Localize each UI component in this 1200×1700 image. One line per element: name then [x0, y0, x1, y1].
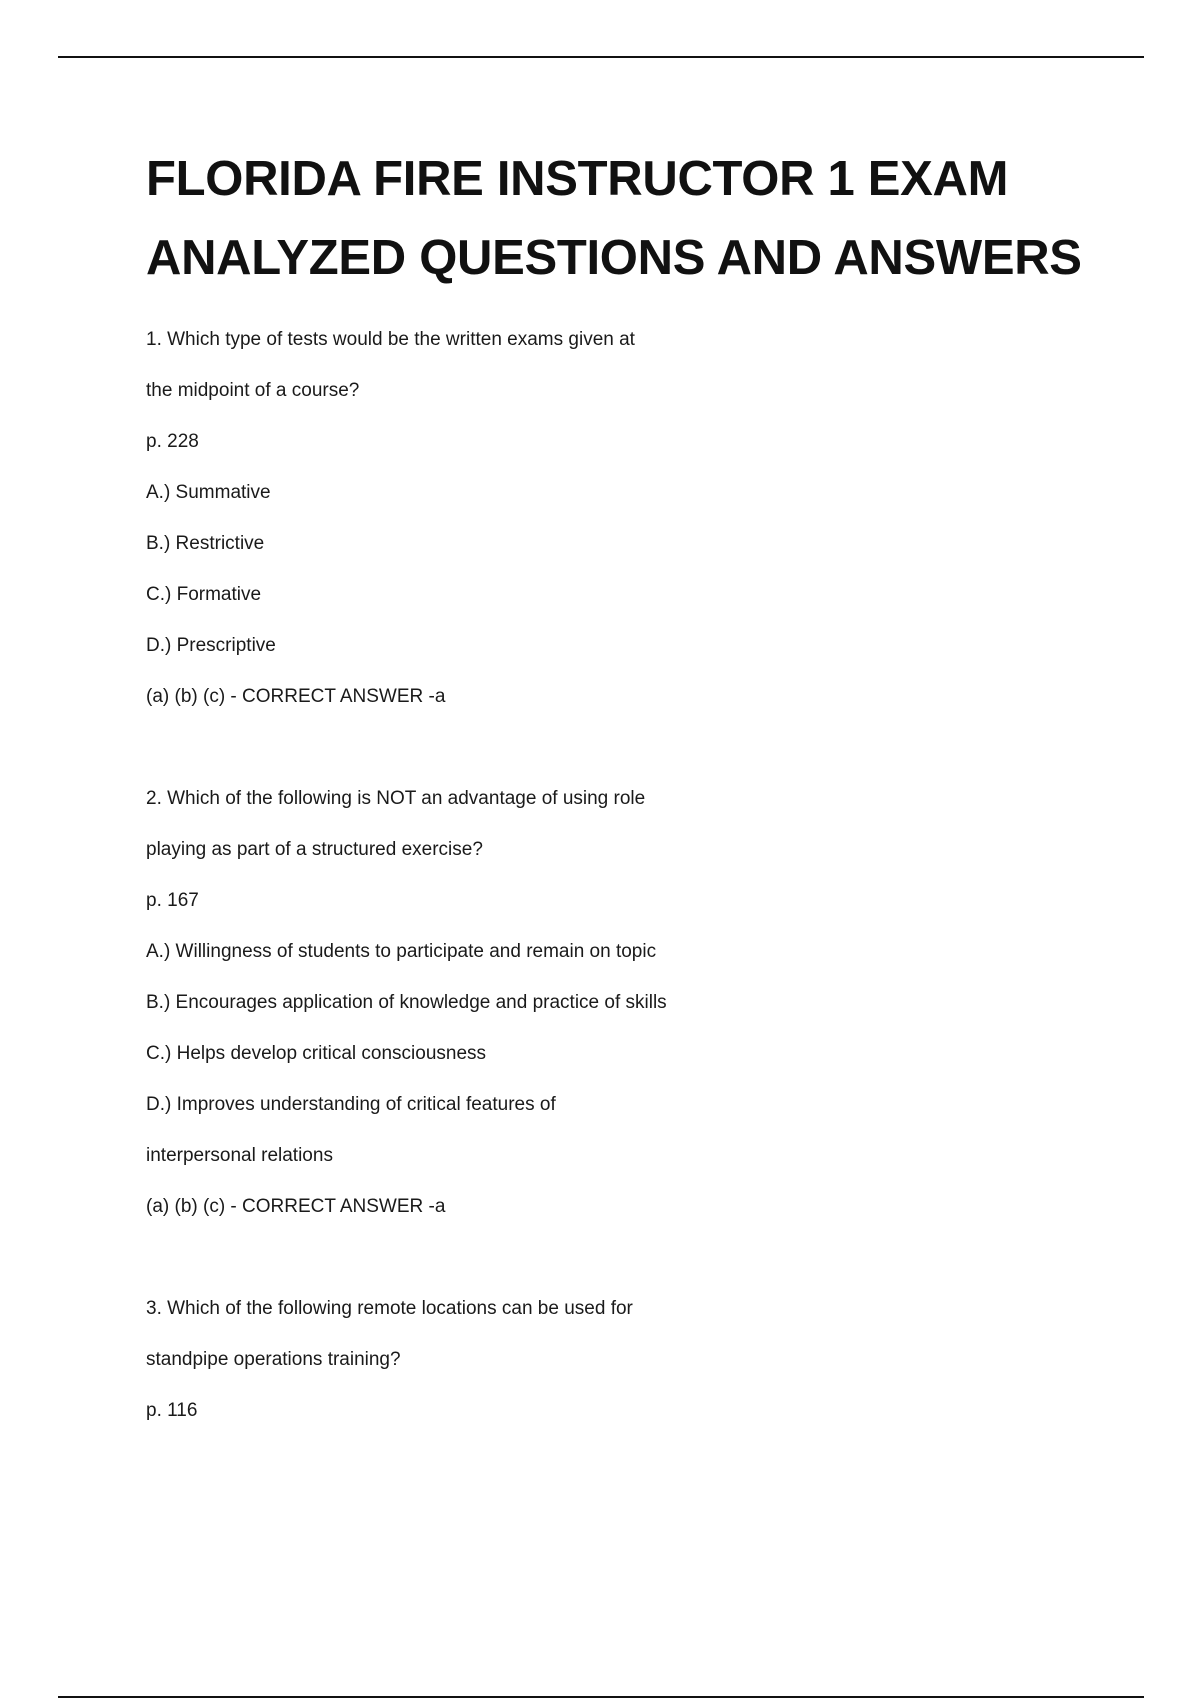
document-title	[146, 140, 1146, 298]
question-spacer	[146, 722, 1046, 773]
question-2-page-ref: p. 167	[146, 890, 199, 911]
question-3-text-line-1: 3. Which of the following remote locations can be used for	[146, 1298, 633, 1319]
question-block-1	[146, 314, 1046, 722]
questions-body	[146, 314, 1046, 1436]
question-1-text-line-2: the midpoint of a course?	[146, 380, 360, 401]
question-2-option-c: C.) Helps develop critical consciousness	[146, 1043, 487, 1064]
question-2-option-d: D.) Improves understanding of critical features of	[146, 1094, 556, 1115]
question-spacer	[146, 1232, 1046, 1283]
question-2-option-a: A.) Willingness of students to participate and remain on topic	[146, 941, 657, 962]
question-block-2	[146, 773, 1046, 1232]
title-line-1: FLORIDA FIRE INSTRUCTOR 1 EXAM	[146, 152, 1009, 206]
question-3-page-ref: p. 116	[146, 1400, 198, 1421]
question-2-answer: (a) (b) (c) - CORRECT ANSWER -a	[146, 1196, 446, 1217]
title-line-2: ANALYZED QUESTIONS AND ANSWERS	[146, 231, 1082, 285]
question-block-3	[146, 1283, 1046, 1436]
question-1-option-d: D.) Prescriptive	[146, 635, 276, 656]
question-1-answer: (a) (b) (c) - CORRECT ANSWER -a	[146, 686, 446, 707]
question-2-option-d-continued: interpersonal relations	[146, 1145, 333, 1166]
question-1-option-b: B.) Restrictive	[146, 533, 265, 554]
question-1-option-c: C.) Formative	[146, 584, 262, 605]
bottom-horizontal-rule	[58, 1696, 1144, 1698]
question-3-text-line-2: standpipe operations training?	[146, 1349, 401, 1370]
top-horizontal-rule	[58, 56, 1144, 58]
question-1-text-line-1: 1. Which type of tests would be the written exams given at	[146, 329, 635, 350]
question-2-text-line-2: playing as part of a structured exercise?	[146, 839, 483, 860]
question-1-option-a: A.) Summative	[146, 482, 271, 503]
question-1-page-ref: p. 228	[146, 431, 199, 452]
question-2-option-b: B.) Encourages application of knowledge and practice of skills	[146, 992, 667, 1013]
question-2-text-line-1: 2. Which of the following is NOT an advantage of using role	[146, 788, 646, 809]
